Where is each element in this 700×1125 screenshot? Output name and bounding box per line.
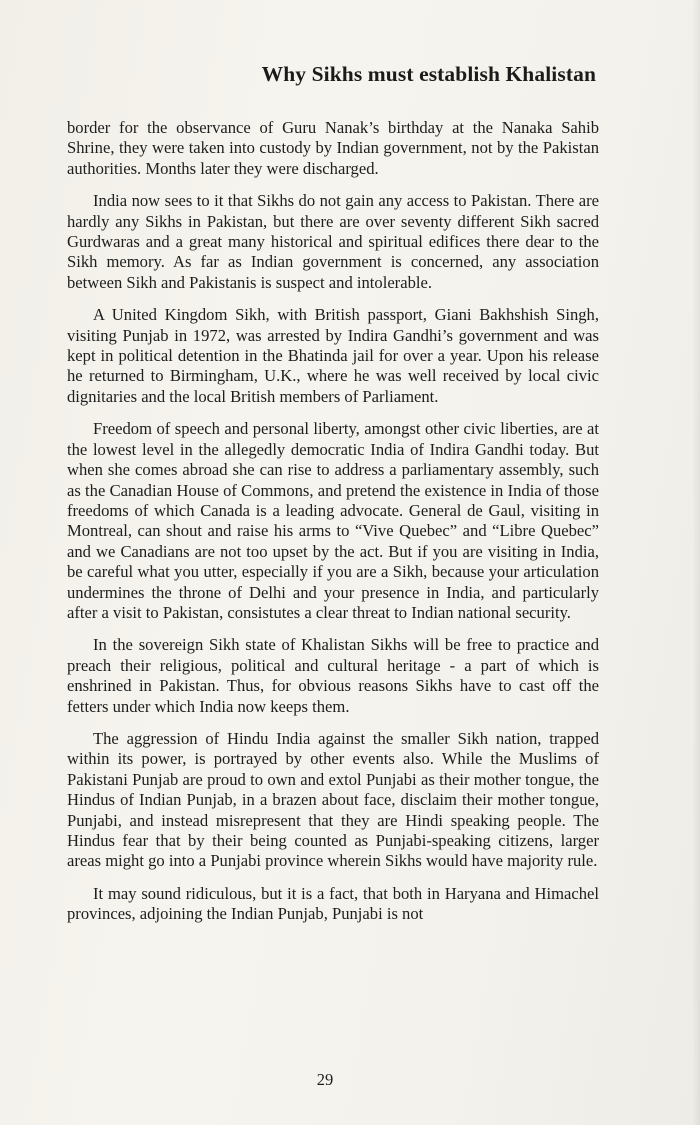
paragraph-1: border for the observance of Guru Nanak’s birthday at the Nanaka Sahib Shrine, they were taken into custody by Indian government, not by the Pakistan authorities. Months later they were discharged.: [67, 118, 599, 178]
page-edge-shadow: [692, 0, 700, 1125]
paragraph-7: It may sound ridiculous, but it is a fact, that both in Haryana and Himachel provinces, adjoining the Indian Punjab, Punjabi is not: [67, 883, 599, 924]
paragraph-2: India now sees to it that Sikhs do not gain any access to Pakistan. There are hardly any Sikhs in Pakistan, but there are over seventy different Sikh sacred Gurdwaras and a great many historical and spiritual edifices there dear to the Sikh memory. As far as Indian government is concerned, any association between Sikh and Pakistanis is suspect and intolerable.: [67, 191, 599, 292]
page-number: 29: [316, 1070, 334, 1089]
paragraph-5: In the sovereign Sikh state of Khalistan Sikhs will be free to practice and preach their religious, political and cultural heritage - a part of which is enshrined in Pakistan. Thus, for obvious reasons Sikhs have to cast off the fetters under which India now keeps them.: [67, 635, 599, 716]
paragraph-6: The aggression of Hindu India against the smaller Sikh nation, trapped within its power, is portrayed by other events also. While the Muslims of Pakistani Punjab are proud to own and extol Punjabi as their mother tongue, the Hindus of Indian Punjab, in a brazen about face, disclaim their mother tongue, Punjabi, and instead misrepresent that they are Hindi speaking people. The Hindus fear that by their being counted as Punjabi-speaking citizens, larger areas might go into a Punjabi province wherein Sikhs would have majority rule.: [67, 728, 599, 871]
paragraph-3: A United Kingdom Sikh, with British passport, Giani Bakhshish Singh, visiting Punjab in 1972, was arrested by Indira Gandhi’s government and was kept in political detention in the Bhatinda jail for over a year. Upon his release he returned to Birmingham, U.K., where he was well received by local civic dignitaries and the local British members of Parliament.: [67, 305, 599, 406]
running-header: Why Sikhs must establish Khalistan: [261, 62, 596, 86]
body-text: [67, 118, 599, 937]
paragraph-4: Freedom of speech and personal liberty, amongst other civic liberties, are at the lowest level in the allegedly democratic India of Indira Gandhi today. But when she comes abroad she can rise to address a parliamentary assembly, such as the Canadian House of Commons, and pretend the existence in India of those freedoms of which Canada is a leading advocate. General de Gaul, visiting in Montreal, can shout and raise his arms to “Vive Quebec” and “Libre Quebec” and we Canadians are not too upset by the act. But if you are visiting in India, be careful what you utter, especially if you are a Sikh, because your articulation undermines the throne of Delhi and your presence in India, and particularly after a visit to Pakistan, consistutes a clear threat to Indian national security.: [67, 419, 599, 622]
